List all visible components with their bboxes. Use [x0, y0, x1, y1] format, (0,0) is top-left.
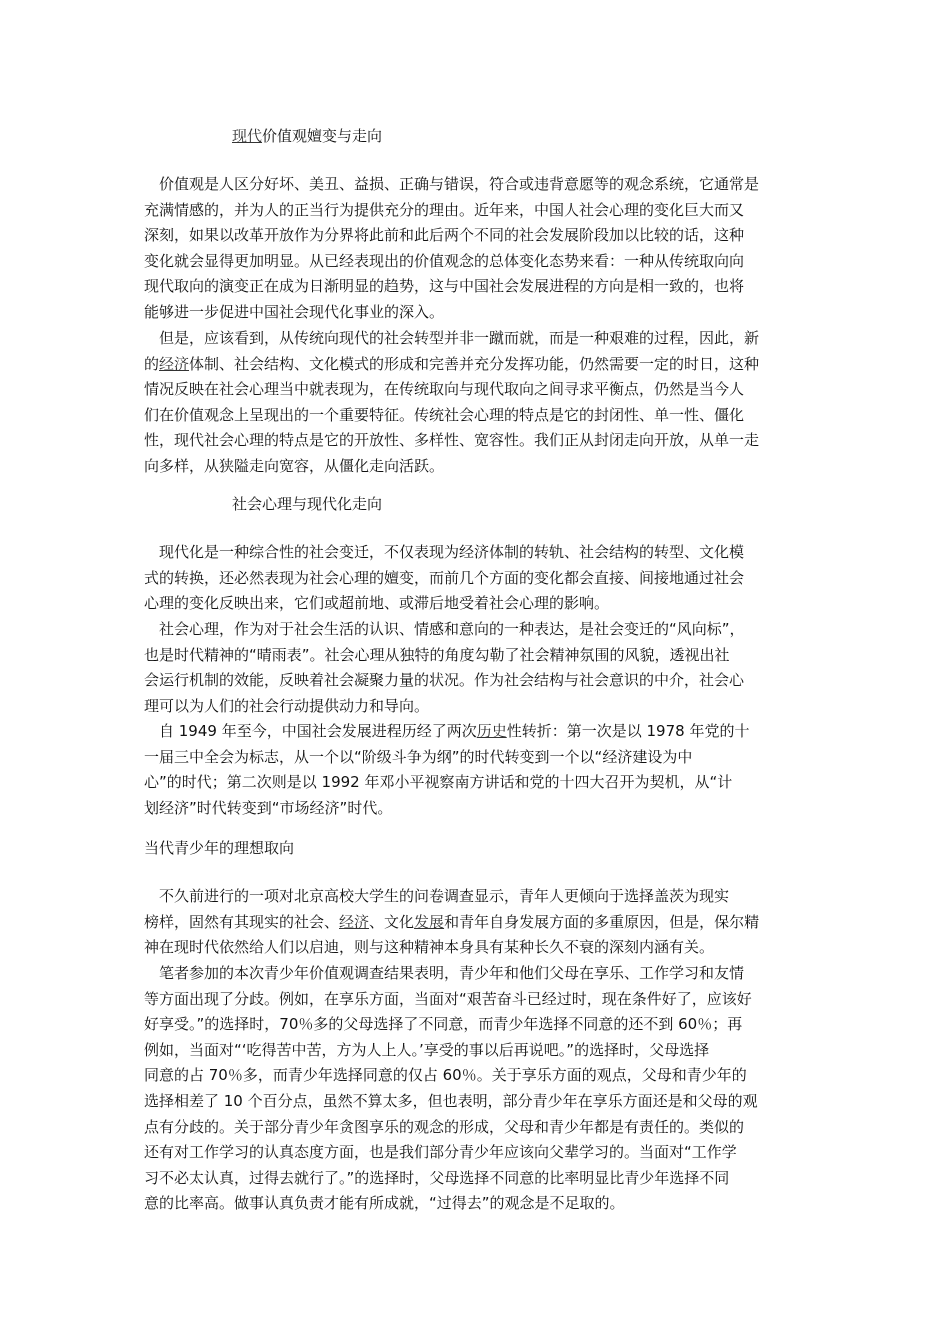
text-line: 价值观是人区分好坏、美丑、益损、正确与错误，符合或违背意愿等的观念系统，它通常是 — [144, 175, 760, 193]
paragraph-social-psychology — [144, 617, 812, 719]
text-line: 也是时代精神的“晴雨表”。社会心理从独特的角度勾勒了社会精神氛围的风貌，透视出社 — [144, 645, 730, 664]
text-line: 深刻，如果以改革开放作为分界将此前和此后两个不同的社会发展阶段加以比较的话，这种 — [144, 226, 745, 245]
heading-link-modern[interactable]: 现代 — [232, 127, 263, 145]
text-line: 一届三中全会为标志，从一个以“阶级斗争为纲”的时代转变到一个以“经济建设为中 — [144, 747, 693, 766]
text-line: 会运行机制的效能，反映着社会凝聚力量的状况。作为社会结构与社会意识的中介，社会心 — [144, 671, 745, 690]
text-run: 自 1949 年至今，中国社会发展进程历经了两次 — [144, 722, 477, 740]
text-line: 笔者参加的本次青少年价值观调查结果表明，青少年和他们父母在享乐、工作学习和友情 — [144, 964, 745, 982]
text-line: 式的转换，还必然表现为社会心理的嬗变，而前几个方面的变化都会直接、间接地通过社会 — [144, 568, 745, 587]
text-line — [144, 352, 812, 378]
heading-modern-values — [232, 126, 382, 146]
text-run: 体制、社会结构、文化模式的形成和完善并充分发挥功能，仍然需要一定的时日，这种 — [189, 354, 760, 373]
text-line: 同意的占 70％多，而青少年选择同意的仅占 60％。关于享乐方面的观点，父母和青少年的 — [144, 1066, 747, 1085]
text-line: 选择相差了 10 个百分点，虽然不算太多，但也表明，部分青少年在享乐方面还是和父母的观 — [144, 1091, 758, 1110]
link-economy[interactable]: 经济 — [159, 354, 190, 373]
text-run: 性转折：第一次是以 1978 年党的十 — [506, 722, 750, 740]
text-run: 的 — [144, 354, 160, 373]
text-line: 向多样，从狭隘走向宽容，从僵化走向活跃。 — [144, 456, 445, 475]
text-line: 变化就会显得更加明显。从已经表现出的价值观念的总体变化态势来看：一种从传统取向向 — [144, 251, 745, 270]
text-line: 习不必太认真，过得去就行了。”的选择时，父母选择不同意的比率明显比青少年选择不同 — [144, 1168, 730, 1187]
text-line: 神在现时代依然给人们以启迪，则与这种精神本身具有某种长久不衰的深刻内涵有关。 — [144, 938, 715, 957]
text-line: 意的比率高。做事认真负责才能有所成就，“过得去”的观念是不足取的。 — [144, 1194, 625, 1213]
text-line — [144, 910, 812, 936]
text-line: 例如，当面对“‘吃得苦中苦，方为人上人。’享受的事以后再说吧。”的选择时，父母选择 — [144, 1040, 710, 1059]
paragraph-values-definition — [144, 172, 812, 326]
paragraph-historic-turns — [144, 719, 812, 821]
paragraph-youth-values-survey — [144, 961, 812, 1217]
link-history[interactable]: 历史 — [476, 722, 507, 740]
text-run: 和青年自身发展方面的多重原因，但是，保尔精 — [444, 912, 760, 931]
text-line: 充满情感的，并为人的正当行为提供充分的理由。近年来，中国人社会心理的变化巨大而又 — [144, 200, 745, 219]
text-line: 不久前进行的一项对北京高校大学生的问卷调查显示，青年人更倾向于选择盖茨为现实 — [144, 887, 730, 905]
text-line — [144, 719, 812, 745]
text-line: 社会心理，作为对于社会生活的认识、情感和意向的一种表达，是社会变迁的“风向标”， — [144, 620, 745, 638]
link-development[interactable]: 发展 — [414, 912, 445, 931]
heading-text: 价值观嬗变与走向 — [262, 127, 383, 145]
text-line: 点有分歧的。关于部分青少年贪图享乐的观念的形成，父母和青少年都是有责任的。类似的 — [144, 1117, 745, 1136]
heading-social-psychology: 社会心理与现代化走向 — [232, 495, 383, 513]
paragraph-modernization — [144, 540, 812, 617]
text-line: 理可以为人们的社会行动提供动力和导向。 — [144, 696, 430, 715]
paragraph-transition — [144, 326, 812, 480]
text-run: 榜样，固然有其现实的社会、 — [144, 912, 340, 931]
text-line: 情况反映在社会心理当中就表现为，在传统取向与现代取向之间寻求平衡点，仍然是当今人 — [144, 380, 745, 399]
text-line: 们在价值观念上呈现出的一个重要特征。传统社会心理的特点是它的封闭性、单一性、僵化 — [144, 405, 745, 424]
heading-youth-ideals: 当代青少年的理想取向 — [144, 839, 295, 857]
text-line: 好享受。”的选择时，70％多的父母选择了不同意，而青少年选择不同意的还不到 60％；再 — [144, 1015, 743, 1034]
text-line: 等方面出现了分歧。例如，在享乐方面，当面对“艰苦奋斗已经过时，现在条件好了，应该好 — [144, 989, 752, 1008]
text-line: 能够进一步促进中国社会现代化事业的深入。 — [144, 302, 445, 321]
text-line: 心”的时代；第二次则是以 1992 年邓小平视察南方讲话和党的十四大召开为契机，从“计 — [144, 773, 733, 792]
text-line: 心理的变化反映出来，它们或超前地、或滞后地受着社会心理的影响。 — [144, 594, 610, 613]
text-line: 但是，应该看到，从传统向现代的社会转型并非一蹴而就，而是一种艰难的过程，因此，新 — [144, 329, 760, 347]
text-run: 、文化 — [369, 912, 415, 931]
text-line: 现代化是一种综合性的社会变迁，不仅表现为经济体制的转轨、社会结构的转型、文化模 — [144, 543, 745, 561]
text-line: 现代取向的演变正在成为日渐明显的趋势，这与中国社会发展进程的方向是相一致的，也将 — [144, 277, 745, 296]
text-line: 性，现代社会心理的特点是它的开放性、多样性、宽容性。我们正从封闭走向开放，从单一走 — [144, 431, 760, 450]
text-line: 划经济”时代转变到“市场经济”时代。 — [144, 798, 393, 817]
paragraph-survey — [144, 884, 812, 961]
text-line: 还有对工作学习的认真态度方面，也是我们部分青少年应该向父辈学习的。当面对“工作学 — [144, 1143, 737, 1162]
link-economy[interactable]: 经济 — [339, 912, 370, 931]
